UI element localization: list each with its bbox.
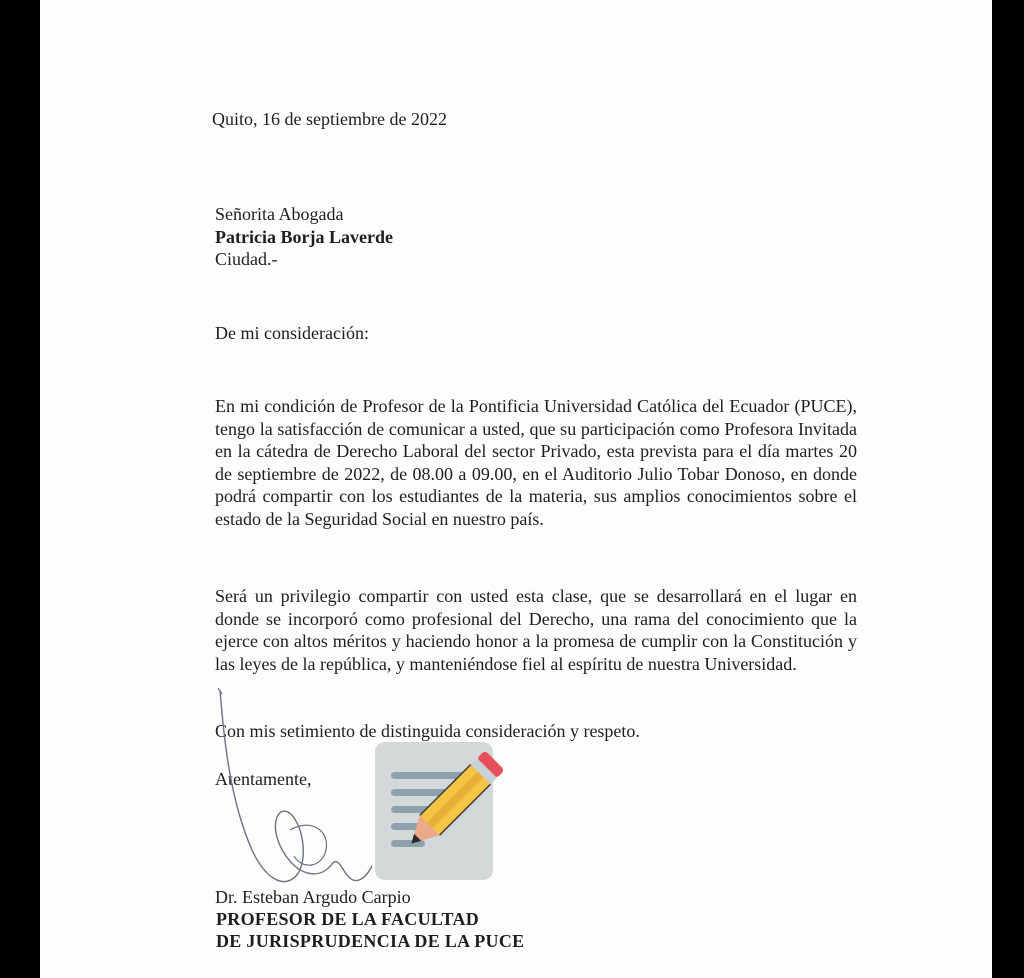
signer-title-line-2: DE JURISPRUDENCIA DE LA PUCE [216,931,525,951]
recipient-name: Patricia Borja Laverde [215,226,393,247]
signer-title-line-1: PROFESOR DE LA FACULTAD [216,909,480,929]
letter-date: Quito, 16 de septiembre de 2022 [212,109,447,129]
letter-closing: Con mis setimiento de distinguida consideración y respeto. [215,721,640,741]
signer-name: Dr. Esteban Argudo Carpio [215,887,411,907]
letter-paragraph-2: Será un privilegio compartir con usted esta clase, que se desarrollará en el lugar en donde se incorporó como profesional del Derecho, una rama del conocimiento que la ejerce con altos méritos y haciendo honor a la promesa de cumplir con la Constitución y las leyes de la república, y manteniéndose fiel al espíritu de nuestra Universidad. [215,586,857,674]
letter-paragraph-1: En mi condición de Profesor de la Pontificia Universidad Católica del Ecuador (PUCE), tengo la satisfacción de comunicar a usted, que su participación como Profesora Invitada en la cátedra de Derecho Laboral del sector Privado, esta prevista para el día martes 20 de septiembre de 2022, de 08.00 a 09.00, en el Auditorio Julio Tobar Donoso, en donde podrá compartir con los estudiantes de la materia, sus amplios conocimientos sobre el estado de la Seguridad Social en nuestro país. [215,396,857,529]
recipient-city: Ciudad.- [215,249,278,269]
letter-greeting: De mi consideración: [215,323,369,343]
pencil-document-icon [375,742,515,882]
signer-title [216,908,524,952]
letter-page [40,0,992,978]
recipient-salutation: Señorita Abogada [215,204,344,224]
recipient-block [215,203,393,271]
edit-document-button[interactable] [375,742,493,880]
letter-regards: Atentamente, [215,769,312,789]
